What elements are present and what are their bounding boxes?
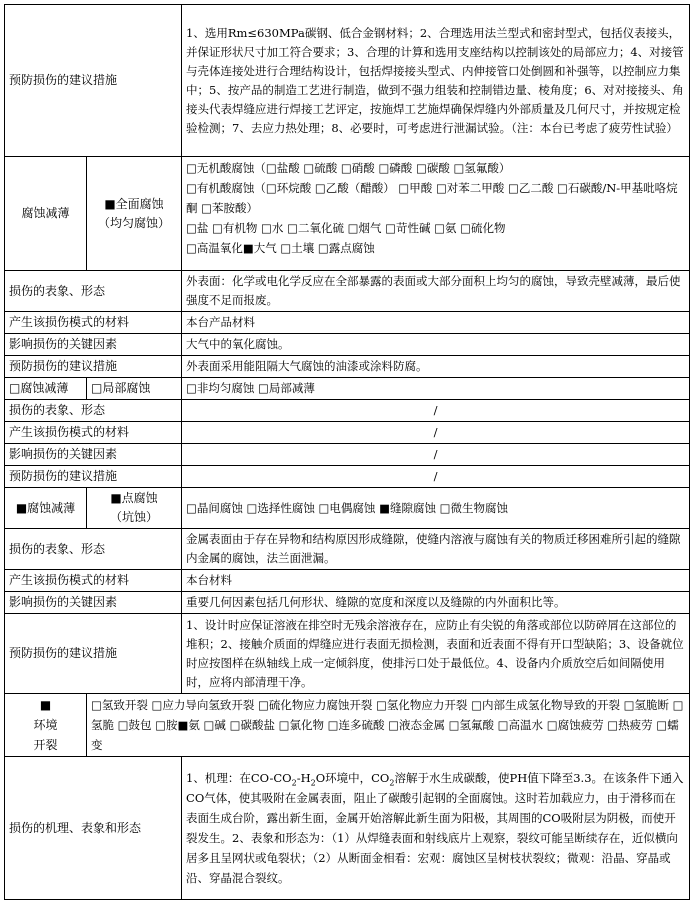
damage-assessment-table: [4, 4, 690, 900]
r18-sub2: 2: [310, 778, 316, 788]
r13-label: 损伤的表象、形态: [5, 529, 182, 570]
r5-text: 大气中的氧化腐蚀。: [182, 334, 690, 356]
r15-label: 影响损伤的关键因素: [5, 592, 182, 614]
r2-sub: ■全面腐蚀 （均匀腐蚀）: [87, 157, 182, 271]
r7-b: □局部腐蚀: [87, 378, 182, 400]
r16-text: 1、设计时应保证溶液在排空时无残余溶液存在，应防止有尖锐的角落或部位以防碎屑在这部位的堆积；2、接触介质面的焊缝应进行表面无损检测，表面和近表面不得有开口型缺陷；3、设备就位时应按图样在纵轴线上成一定倾斜度，使排污口处于最低位。4、设备内介质放空后如间隔使用时，应将内部清理干净。: [182, 614, 690, 694]
r6-label: 预防损伤的建议措施: [5, 356, 182, 378]
r12-a: ■腐蚀减薄: [5, 488, 87, 529]
r16-label: 预防损伤的建议措施: [5, 614, 182, 694]
r1-label: 预防损伤的建议措施: [5, 5, 182, 157]
r15-text: 重要几何因素包括几何形状、缝隙的宽度和深度以及缝隙的内外面积比等。: [182, 592, 690, 614]
r4-text: 本台产品材料: [182, 312, 690, 334]
r6-text: 外表面采用能阻隔大气腐蚀的油漆或涂料防腐。: [182, 356, 690, 378]
r5-label: 影响损伤的关键因素: [5, 334, 182, 356]
r2-line3: □盐 □有机物 □水 □二氧化硫 □烟气 □苛性碱 □氨 □硫化物: [186, 221, 506, 235]
r18-p1b: -H: [296, 771, 311, 785]
r3-label: 损伤的表象、形态: [5, 271, 182, 312]
r2-line1: □无机酸腐蚀（□盐酸 □硫酸 □硝酸 □磷酸 □碳酸 □氢氟酸）: [186, 161, 511, 175]
r7-a: □腐蚀减薄: [5, 378, 87, 400]
r10-text: /: [182, 444, 690, 466]
r11-label: 预防损伤的建议措施: [5, 466, 182, 488]
r18-p1c: O环境中，CO: [315, 771, 390, 785]
r18-p1d: 溶解于水生成碳酸，使PH值下降至3.3。在该条件下通入CO气体，使其吸附在金属表面，阻止了碳酸引起钢的全面腐蚀。这时若加载应力，由于滑移而在表面生成台阶，露出新生面，金属开始溶解此新生面为阳极，其周围的CO吸附层为阴极，而使开裂发生。2、表象和形态为：（1）从焊缝表面和射线底片上观察，裂纹可能呈断续存在，近似横向居多且呈网状或龟裂状；（2）从断面金相看：宏观：腐蚀区呈树枝状裂纹；微观：沿晶、穿晶或沿、穿晶混合裂纹。: [186, 771, 684, 885]
r10-label: 影响损伤的关键因素: [5, 444, 182, 466]
r2-line4: □高温氧化■大气 □土壤 □露点腐蚀: [186, 241, 375, 255]
r17-label: ■ 环境 开裂: [5, 694, 87, 757]
r4-label: 产生该损伤模式的材料: [5, 312, 182, 334]
r8-text: /: [182, 400, 690, 422]
r14-text: 本台材料: [182, 570, 690, 592]
r2-label: 腐蚀减薄: [5, 157, 87, 271]
r13-text: 金属表面由于存在异物和结构原因形成缝隙，使缝内溶液与腐蚀有关的物质迁移困难所引起的缝隙内金属的腐蚀，法兰面泄漏。: [182, 529, 690, 570]
r18-sub1: 2: [291, 778, 297, 788]
r2-line2: □有机酸腐蚀（□环烷酸 □乙酸（醋酸） □甲酸 □对苯二甲酸 □乙二酸 □石碳酸/N-甲基吡咯烷酮 □苯胺酸）: [186, 181, 678, 215]
r17-line1: □氢致开裂 □应力导向氢致开裂 □硫化物应力腐蚀开裂 □氢化物应力开裂 □内部生成氢化物导致的开裂 □氢脆断 □氢脆 □鼓包 □胺■氨 □碱 □碳酸盐 □氯化物 □连多硫酸 □液态金属 □氢氟酸 □高温水 □腐蚀疲劳 □热疲劳 □蠕变: [87, 694, 690, 757]
r8-label: 损伤的表象、形态: [5, 400, 182, 422]
r18-sub3: 2: [389, 778, 395, 788]
r1-text: 1、选用Rm≤630MPa碳钢、低合金钢材料；2、合理选用法兰型式和密封型式，包括仪表接头，并保证形状尺寸加工符合要求；3、合理的计算和选用支座结构以控制该处的局部应力；4、对接管与壳体连接处进行合理结构设计，包括焊接接头型式、内伸接管口处倒圆和补强等，以控制应力集中；5、按产品的制造工艺进行制造，做到不强力组装和控制错边量、棱角度；6、对对接接头、角接头代表焊缝应进行焊接工艺评定，按施焊工艺施焊确保焊缝内外部质量及几何尺寸，并按规定检验检测；7、去应力热处理；8、必要时，可考虑进行泄漏试验。（注：本台已考虑了疲劳性试验）: [182, 5, 690, 157]
r18-text: [182, 757, 690, 900]
r12-text: □晶间腐蚀 □选择性腐蚀 □电偶腐蚀 ■缝隙腐蚀 □微生物腐蚀: [182, 488, 690, 529]
r14-label: 产生该损伤模式的材料: [5, 570, 182, 592]
r7-text: □非均匀腐蚀 □局部减薄: [182, 378, 690, 400]
r9-label: 产生该损伤模式的材料: [5, 422, 182, 444]
r3-text: 外表面：化学或电化学反应在全部暴露的表面或大部分面积上均匀的腐蚀，导致壳壁减薄，最后使强度不足而报废。: [182, 271, 690, 312]
r11-text: /: [182, 466, 690, 488]
r12-b: ■点腐蚀 （坑蚀）: [87, 488, 182, 529]
r18-label: 损伤的机理、表象和形态: [5, 757, 182, 900]
r9-text: /: [182, 422, 690, 444]
r18-p1a: 1、机理：在CO-CO: [186, 771, 292, 785]
